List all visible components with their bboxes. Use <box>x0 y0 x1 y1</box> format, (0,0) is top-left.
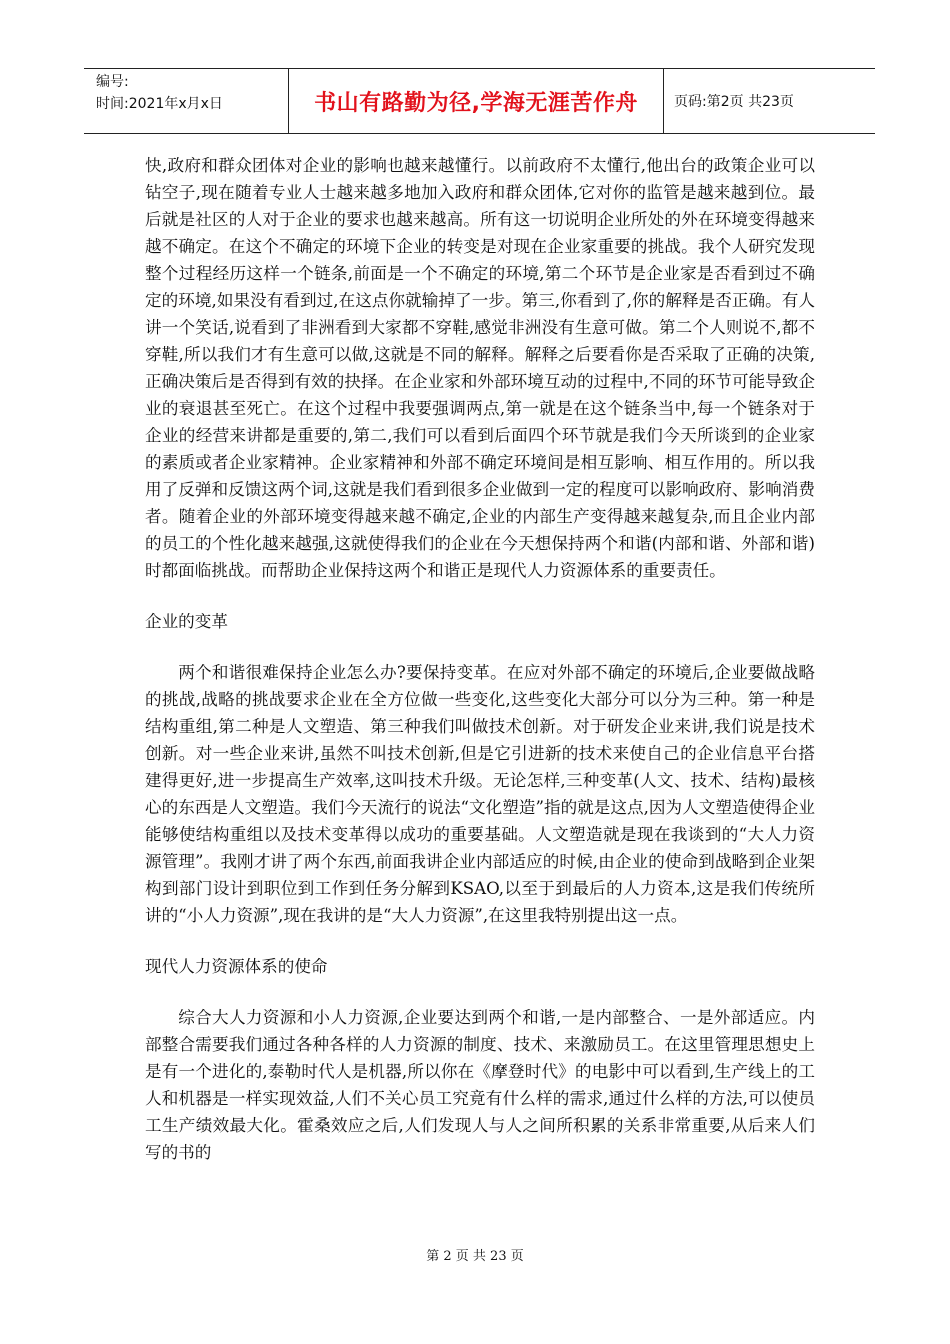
body-paragraph-3: 综合大人力资源和小人力资源,企业要达到两个和谐,一是内部整合、一是外部适应。内部整合需要我们通过各种各样的人力资源的制度、技术、来激励员工。在这里管理思想史上是有一个进化的,泰勒时代人是机器,所以你在《摩登时代》的电影中可以看到,生产线上的工人和机器是一样实现效益,人们不关心员工究竟有什么样的需求,通过什么样的方法,可以使员工生产绩效最大化。霍桑效应之后,人们发现人与人之间所积累的关系非常重要,从后来人们写的书的 <box>145 1008 815 1162</box>
page-footer: 第 2 页 共 23 页 <box>426 1249 524 1264</box>
header-page-info: 页码:第2页 共23页 <box>674 94 794 110</box>
document-number-label: 编号: <box>96 74 129 90</box>
page-header <box>84 68 875 134</box>
section-heading-reform: 企业的变革 <box>145 612 228 631</box>
document-time-label: 时间:2021年x月x日 <box>96 96 223 112</box>
header-meta <box>84 69 289 133</box>
header-motto: 书山有路勤为径,学海无涯苦作舟 <box>289 69 664 133</box>
document-body <box>145 152 815 1166</box>
section-heading-mission: 现代人力资源体系的使命 <box>145 957 328 976</box>
body-paragraph-2: 两个和谐很难保持企业怎么办?要保持变革。在应对外部不确定的环境后,企业要做战略的挑战,战略的挑战要求企业在全方位做一些变化,这些变化大部分可以分为三种。第一种是结构重组,第二种是人文塑造、第三种我们叫做技术创新。对于研发企业来讲,我们说是技术创新。对一些企业来讲,虽然不叫技术创新,但是它引进新的技术来使自己的企业信息平台搭建得更好,进一步提高生产效率,这叫技术升级。无论怎样,三种变革(人文、技术、结构)最核心的东西是人文塑造。我们今天流行的说法“文化塑造”指的就是这点,因为人文塑造使得企业能够使结构重组以及技术变革得以成功的重要基础。人文塑造就是现在我谈到的“大人力资源管理”。我刚才讲了两个东西,前面我讲企业内部适应的时候,由企业的使命到战略到企业架构到部门设计到职位到工作到任务分解到KSAO,以至于到最后的人力资本,这是我们传统所讲的“小人力资源”,现在我讲的是“大人力资源”,在这里我特别提出这一点。 <box>145 663 815 925</box>
body-paragraph-1: 快,政府和群众团体对企业的影响也越来越懂行。以前政府不太懂行,他出台的政策企业可以钻空子,现在随着专业人士越来越多地加入政府和群众团体,它对你的监管是越来越到位。最后就是社区的人对于企业的要求也越来越高。所有这一切说明企业所处的外在环境变得越来越不确定。在这个不确定的环境下企业的转变是对现在企业家重要的挑战。我个人研究发现整个过程经历这样一个链条,前面是一个不确定的环境,第二个环节是企业家是否看到过不确定的环境,如果没有看到过,在这点你就输掉了一步。第三,你看到了,你的解释是否正确。有人讲一个笑话,说看到了非洲看到大家都不穿鞋,感觉非洲没有生意可做。第二个人则说不,都不穿鞋,所以我们才有生意可以做,这就是不同的解释。解释之后要看你是否采取了正确的决策,正确决策后是否得到有效的抉择。在企业家和外部环境互动的过程中,不同的环节可能导致企业的衰退甚至死亡。在这个过程中我要强调两点,第一就是在这个链条当中,每一个链条对于企业的经营来讲都是重要的,第二,我们可以看到后面四个环节就是我们今天所谈到的企业家的素质或者企业家精神。企业家精神和外部不确定环境间是相互影响、相互作用的。所以我用了反弹和反馈这两个词,这就是我们看到很多企业做到一定的程度可以影响政府、影响消费者。随着企业的外部环境变得越来越不确定,企业的内部生产变得越来越复杂,而且企业内部的员工的个性化越来越强,这就使得我们的企业在今天想保持两个和谐(内部和谐、外部和谐)时都面临挑战。而帮助企业保持这两个和谐正是现代人力资源体系的重要责任。 <box>145 156 815 580</box>
